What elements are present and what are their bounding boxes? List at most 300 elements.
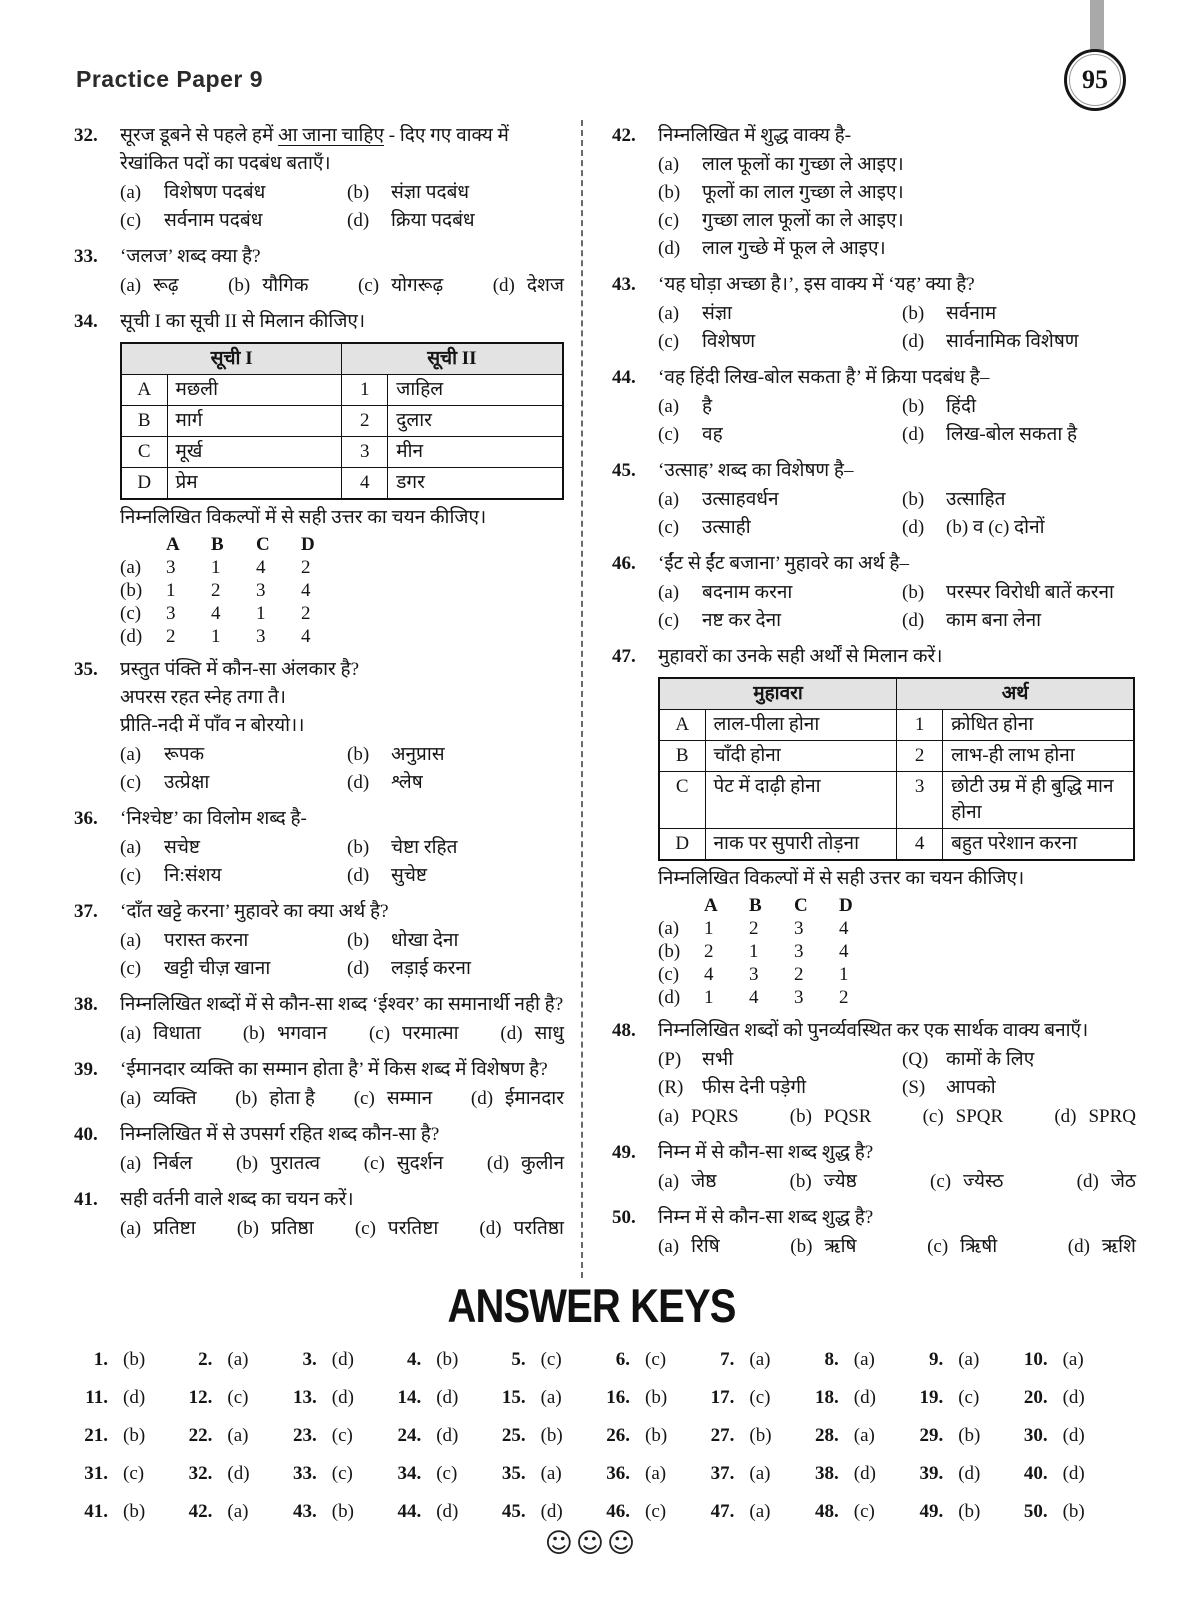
question-41 [74, 1186, 568, 1243]
option-label: (a) [658, 582, 680, 603]
option-label: (c) [930, 1171, 952, 1192]
answer-key-number: 14. [397, 1387, 422, 1408]
matrix-option-row [120, 579, 568, 602]
option-text: प्रतिष्ठा [270, 1218, 314, 1239]
answer-key-letter: (c) [645, 1501, 667, 1522]
option-label: (d) [347, 772, 370, 793]
question-text [120, 243, 568, 271]
text-segment: निम्नलिखित में शुद्ध वाक्य है- [658, 125, 852, 146]
option-item [120, 1215, 196, 1243]
option-text: सुचेष्ट [391, 865, 428, 886]
option-item [120, 1020, 201, 1048]
table-row-key: B [121, 406, 167, 437]
option-item [658, 607, 896, 635]
question-number: 40. [74, 1124, 98, 1145]
match-table [120, 342, 564, 500]
option-item [658, 1103, 739, 1131]
column-divider [581, 120, 583, 1278]
answer-key-number: 45. [501, 1501, 526, 1522]
options-group [120, 741, 568, 797]
option-label: (a) [120, 275, 142, 296]
question-number: 34. [74, 311, 98, 332]
table-cell: लाभ-ही लाभ होना [943, 741, 1135, 772]
option-label: (d) [1067, 1236, 1090, 1257]
question-body [658, 1139, 1140, 1196]
answer-key-entry [594, 1500, 698, 1523]
option-text: भगवान [276, 1023, 328, 1044]
page-number: 95 [1082, 65, 1108, 94]
option-label: (a) [120, 1218, 142, 1239]
option-label: (a) [658, 396, 680, 417]
text-segment: ‘वह हिंदी लिख-बोल सकता है’ में क्रिया पदबंध है– [658, 367, 990, 388]
option-text: परस्पर विरोधी बातें करना [946, 582, 1114, 603]
question-39 [74, 1056, 568, 1113]
answer-key-entry [803, 1386, 907, 1409]
question-text [120, 684, 568, 712]
answer-key-number: 34. [397, 1463, 422, 1484]
answer-key-number: 44. [397, 1501, 422, 1522]
option-label: (a) [120, 182, 142, 203]
question-46 [612, 550, 1140, 635]
option-label: (a) [658, 918, 680, 939]
option-text: ऋशि [1101, 1236, 1136, 1257]
options-group [120, 1020, 568, 1048]
option-item [120, 862, 341, 890]
option-item [479, 1215, 564, 1243]
option-item [120, 1085, 197, 1113]
answer-key-number: 40. [1023, 1463, 1048, 1484]
answer-key-entry [281, 1424, 385, 1447]
option-label: (d) [120, 626, 143, 647]
option-label: (d) [1076, 1171, 1099, 1192]
answer-key-letter: (d) [436, 1501, 459, 1522]
answer-key-letter: (d) [853, 1387, 876, 1408]
matrix-value: 1 [211, 557, 221, 578]
answer-key-number: 36. [606, 1463, 630, 1484]
matrix-value: 4 [704, 964, 714, 985]
table-cell: मीन [388, 437, 563, 468]
option-label: (c) [120, 958, 142, 979]
answer-key-number: 46. [606, 1501, 630, 1522]
answer-key-letter: (a) [749, 1501, 771, 1522]
answer-key-letter: (c) [331, 1425, 353, 1446]
option-label: (a) [658, 303, 680, 324]
answer-key-letter: (c) [645, 1349, 667, 1370]
option-text: सभी [702, 1049, 734, 1070]
option-label: (c) [658, 331, 680, 352]
option-label: (b) [120, 580, 143, 601]
answer-key-entry [490, 1424, 594, 1447]
matrix-option-row [658, 986, 1140, 1009]
answer-key-letter: (a) [540, 1387, 562, 1408]
text-segment: प्रस्तुत पंक्ति में कौन-सा अंलकार है? [120, 659, 360, 680]
text-segment: सूची I का सूची II से मिलान कीजिए। [120, 311, 366, 332]
option-item [658, 300, 896, 328]
answer-key-letter: (d) [331, 1349, 354, 1370]
option-text: पुरातत्व [270, 1153, 321, 1174]
question-35 [74, 656, 568, 797]
question-text [120, 991, 568, 1019]
answer-key-letter: (b) [436, 1349, 459, 1370]
answer-key-number: 25. [501, 1425, 526, 1446]
options-group [658, 1103, 1140, 1131]
answer-key-letter: (b) [958, 1425, 981, 1446]
option-label: (a) [658, 489, 680, 510]
option-label: (b) [902, 396, 925, 417]
answer-key-letter: (d) [123, 1387, 146, 1408]
answer-key-number: 4. [406, 1349, 422, 1370]
answer-key-entry [72, 1424, 176, 1447]
option-item [347, 862, 568, 890]
options-group [658, 1168, 1140, 1196]
table-cell: क्रोधित होना [943, 710, 1135, 741]
answer-key-letter: (d) [436, 1387, 459, 1408]
answer-key-number: 3. [302, 1349, 317, 1370]
option-label: (a) [120, 1153, 142, 1174]
option-item [355, 1215, 438, 1243]
answer-key-entry [176, 1462, 280, 1485]
answer-key-number: 26. [606, 1425, 630, 1446]
text-segment: ‘ईमानदार व्यक्ति का सम्मान होता है’ में किस शब्द में विशेषण है? [120, 1059, 548, 1080]
matrix-value: 1 [704, 918, 714, 939]
question-body [120, 243, 568, 300]
option-item [347, 927, 568, 955]
option-item [658, 514, 896, 542]
option-item [930, 1168, 1003, 1196]
matrix-header-spacer [120, 533, 166, 556]
answer-key-letter: (b) [749, 1425, 772, 1446]
answer-key-entry [385, 1462, 489, 1485]
option-label: (a) [658, 1106, 680, 1127]
option-item [347, 769, 568, 797]
answer-key-entry [594, 1386, 698, 1409]
option-item [1077, 1168, 1136, 1196]
options-group [120, 272, 568, 300]
option-label: (b) [658, 182, 681, 203]
option-item [658, 1168, 716, 1196]
option-text: उत्प्रेक्षा [164, 772, 210, 793]
answer-key-letter: (a) [645, 1463, 667, 1484]
table-cell: पेट में दाढ़ी होना [705, 772, 897, 829]
answer-key-number: 21. [84, 1425, 108, 1446]
answer-key-letter: (b) [645, 1387, 668, 1408]
answer-key-letter: (d) [227, 1463, 250, 1484]
option-item [243, 1020, 327, 1048]
text-segment: - दिए गए वाक्य में रेखांकित पदों का पदबंध बताएँ। [120, 125, 509, 174]
option-label: (d) [347, 865, 370, 886]
options-group [120, 1215, 568, 1243]
option-item [658, 486, 896, 514]
option-item [658, 151, 1140, 179]
question-42 [612, 122, 1140, 263]
answer-key-entry [698, 1348, 802, 1371]
question-36 [74, 805, 568, 890]
option-item [902, 393, 1140, 421]
option-text: फीस देनी पड़ेगी [702, 1077, 807, 1098]
question-text [658, 643, 1140, 671]
option-text: ज्येष्ठ [823, 1171, 857, 1192]
answer-key-number: 35. [501, 1463, 526, 1484]
question-text [120, 712, 568, 740]
table-column-header: सूची II [342, 343, 563, 375]
matrix-value: 3 [794, 987, 804, 1008]
option-text: रूपक [164, 744, 205, 765]
question-number: 37. [74, 901, 98, 922]
matrix-value: 3 [749, 964, 759, 985]
question-49 [612, 1139, 1140, 1196]
answer-keys-grid [72, 1348, 1116, 1523]
answer-key-letter: (b) [1062, 1501, 1085, 1522]
answer-key-entry [907, 1348, 1011, 1371]
question-number: 47. [612, 646, 636, 667]
answer-key-letter: (d) [958, 1463, 981, 1484]
answer-key-number: 10. [1023, 1349, 1048, 1370]
options-group [658, 300, 1140, 356]
option-item [237, 1215, 314, 1243]
option-item [923, 1103, 1004, 1131]
answer-key-entry [490, 1462, 594, 1485]
table-row-key: 4 [342, 468, 388, 500]
question-40 [74, 1121, 568, 1178]
question-number: 48. [612, 1020, 636, 1041]
answer-key-entry [594, 1462, 698, 1485]
question-body [120, 308, 568, 648]
option-item [902, 421, 1140, 449]
answer-key-number: 30. [1023, 1425, 1048, 1446]
option-text: जेष्ठ [691, 1171, 717, 1192]
matrix-header-letter: A [704, 895, 718, 916]
answer-key-number: 5. [511, 1349, 526, 1370]
option-item [658, 579, 896, 607]
question-text [120, 504, 568, 532]
option-item [790, 1233, 856, 1261]
option-item [120, 741, 341, 769]
option-label: (d) [479, 1218, 502, 1239]
answer-key-letter: (c) [331, 1463, 353, 1484]
matrix-value: 2 [839, 987, 849, 1008]
question-44 [612, 364, 1140, 449]
answer-key-letter: (a) [853, 1349, 875, 1370]
table-cell: मछली [167, 375, 342, 406]
question-number: 36. [74, 808, 98, 829]
option-item [1054, 1103, 1136, 1131]
question-text [658, 122, 1140, 150]
answer-key-entry [176, 1500, 280, 1523]
option-label: (a) [120, 837, 142, 858]
option-label: (b) [228, 275, 251, 296]
answer-key-number: 37. [710, 1463, 735, 1484]
option-label: (b) [789, 1171, 812, 1192]
option-label: (c) [354, 1218, 376, 1239]
matrix-options [658, 894, 1140, 1009]
option-item [471, 1085, 564, 1113]
table-row [121, 468, 563, 500]
question-text [120, 122, 568, 178]
matrix-options [120, 533, 568, 648]
option-label: (a) [120, 1088, 142, 1109]
matrix-value: 1 [749, 941, 759, 962]
option-text: PQSR [823, 1106, 872, 1127]
matrix-value: 3 [256, 626, 266, 647]
answer-key-entry [281, 1348, 385, 1371]
option-label: (b) [235, 1088, 258, 1109]
answer-key-number: 2. [198, 1349, 213, 1370]
question-text [120, 656, 568, 684]
question-number: 32. [74, 125, 98, 146]
option-label: (a) [120, 557, 142, 578]
question-column-right [612, 122, 1140, 1269]
option-text: विशेषण पदबंध [164, 182, 266, 203]
answer-key-letter: (d) [436, 1425, 459, 1446]
matrix-value: 2 [301, 603, 311, 624]
option-item [120, 1150, 192, 1178]
option-item [235, 1085, 315, 1113]
option-label: (c) [658, 964, 680, 985]
answer-key-entry [907, 1500, 1011, 1523]
answer-key-number: 42. [188, 1501, 213, 1522]
table-row-key: A [121, 375, 167, 406]
question-number: 33. [74, 246, 98, 267]
text-segment: सूरज डूबने से पहले हमें [120, 125, 279, 146]
options-group [658, 393, 1140, 449]
matrix-header-letter: B [211, 534, 224, 555]
option-item [487, 1150, 564, 1178]
answer-key-number: 31. [84, 1463, 108, 1484]
table-cell: मार्ग [167, 406, 342, 437]
option-label: (c) [120, 772, 142, 793]
question-text [658, 364, 1140, 392]
question-number: 44. [612, 367, 636, 388]
answer-key-number: 20. [1023, 1387, 1048, 1408]
answer-key-entry [907, 1424, 1011, 1447]
option-item [347, 207, 568, 235]
option-text: उत्साहवर्धन [702, 489, 779, 510]
answer-key-number: 17. [710, 1387, 735, 1408]
answer-key-entry [698, 1500, 802, 1523]
matrix-value: 4 [256, 557, 266, 578]
matrix-header-letter: C [256, 534, 270, 555]
question-47 [612, 643, 1140, 1009]
table-cell: लाल-पीला होना [705, 710, 897, 741]
answer-key-number: 49. [919, 1501, 944, 1522]
answer-key-letter: (c) [227, 1387, 249, 1408]
matrix-option-row [120, 602, 568, 625]
option-text: PQRS [691, 1106, 739, 1127]
question-text [658, 1204, 1140, 1232]
question-body [120, 122, 568, 235]
answer-key-letter: (b) [540, 1425, 563, 1446]
answer-key-entry [385, 1424, 489, 1447]
option-item [658, 179, 1140, 207]
answer-key-letter: (a) [540, 1463, 562, 1484]
option-label: (d) [1054, 1106, 1077, 1127]
answer-key-letter: (c) [436, 1463, 458, 1484]
option-text: व्यक्ति [153, 1088, 197, 1109]
option-item [790, 1168, 857, 1196]
answer-key-number: 12. [188, 1387, 213, 1408]
table-cell: जाहिल [388, 375, 563, 406]
option-item [120, 272, 179, 300]
option-label: (d) [347, 958, 370, 979]
answer-key-letter: (a) [1062, 1349, 1084, 1370]
question-text [120, 898, 568, 926]
options-group [658, 1046, 1140, 1102]
option-item [1068, 1233, 1136, 1261]
option-text: काम बना लेना [946, 610, 1042, 631]
matrix-option-row [658, 917, 1140, 940]
question-text [120, 1121, 568, 1149]
option-item [658, 207, 1140, 235]
option-label: (a) [658, 1236, 680, 1257]
table-cell: छोटी उम्र में ही बुद्धि मान होना [943, 772, 1135, 829]
question-body [120, 805, 568, 890]
answer-key-number: 43. [293, 1501, 317, 1522]
options-group [120, 1150, 568, 1178]
question-body [658, 122, 1140, 263]
text-segment: ‘उत्साह’ शब्द का विशेषण है– [658, 460, 854, 481]
table-row-key: 1 [897, 710, 943, 741]
option-label: (d) [902, 331, 925, 352]
option-text: धोखा देना [391, 930, 459, 951]
table-row [659, 741, 1134, 772]
option-text: सचेष्ट [164, 837, 201, 858]
text-segment: मुहावरों का उनके सही अर्थों से मिलान करें। [658, 646, 943, 667]
option-text: श्लेष [391, 772, 423, 793]
answer-key-entry [490, 1386, 594, 1409]
answer-key-entry [1012, 1386, 1116, 1409]
option-text: ऋिषी [960, 1236, 998, 1257]
table-cell: चाँदी होना [705, 741, 897, 772]
table-row-key: D [121, 468, 167, 500]
answer-key-letter: (a) [749, 1463, 771, 1484]
matrix-header-row [658, 894, 1140, 917]
option-label: (Q) [902, 1049, 929, 1070]
answer-key-number: 41. [84, 1501, 108, 1522]
option-text: चेष्टा रहित [391, 837, 458, 858]
answer-key-letter: (d) [1062, 1425, 1085, 1446]
answer-key-entry [594, 1348, 698, 1371]
matrix-value: 2 [704, 941, 714, 962]
option-label: (c) [922, 1106, 944, 1127]
option-label: (c) [357, 275, 380, 296]
option-text: ईमानदार [505, 1088, 564, 1109]
option-label: (d) [658, 987, 681, 1008]
question-text [658, 550, 1140, 578]
option-label: (c) [120, 603, 142, 624]
option-label: (c) [658, 610, 680, 631]
question-body [658, 550, 1140, 635]
table-row-key: A [659, 710, 705, 741]
option-item [120, 927, 341, 955]
table-header-row [659, 678, 1134, 710]
option-text: बदनाम करना [702, 582, 793, 603]
option-item [902, 1046, 1140, 1074]
table-row [659, 710, 1134, 741]
answer-key-number: 19. [919, 1387, 944, 1408]
table-row-key: 2 [342, 406, 388, 437]
option-item [120, 207, 341, 235]
option-item [658, 1233, 720, 1261]
answer-key-number: 8. [824, 1349, 839, 1370]
option-label: (S) [902, 1077, 926, 1098]
match-table [658, 677, 1135, 861]
option-text: आपको [946, 1077, 996, 1098]
question-32 [74, 122, 568, 235]
option-label: (b) [242, 1023, 265, 1044]
option-text: विधाता [153, 1023, 201, 1044]
options-group [658, 579, 1140, 635]
question-text [120, 1056, 568, 1084]
